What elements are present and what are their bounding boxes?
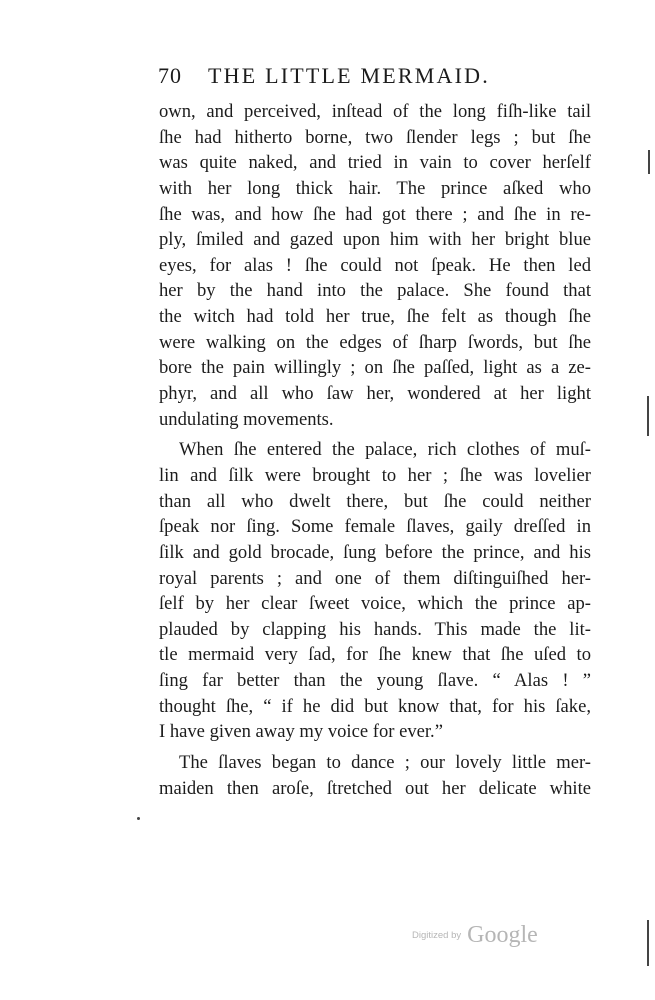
text-line: eyes, for alas ! ſhe could not ſpeak. He then led [159, 254, 591, 276]
ink-speck [137, 817, 140, 820]
text-line: ſilk and gold brocade, ſung before the prince, and his [159, 541, 591, 563]
watermark-brand: Google [467, 922, 538, 948]
text-line: plauded by clapping his hands. This made the lit- [159, 618, 591, 640]
text-line: own, and perceived, inſtead of the long fiſh-like tail [159, 101, 591, 122]
text-line: The ſlaves began to dance ; our lovely little mer- [179, 752, 591, 774]
watermark-prefix: Digitized by [412, 930, 462, 941]
text-line: with her long thick hair. The prince aſked who [159, 177, 591, 199]
text-line: ply, ſmiled and gazed upon him with her bright blue [159, 229, 591, 251]
text-line: lin and ſilk were brought to her ; ſhe was lovelier [159, 464, 591, 486]
paragraph-2 [159, 437, 591, 745]
text-line: was quite naked, and tried in vain to cover herſelf [159, 152, 591, 174]
text-line: ſpeak nor ſing. Some female ſlaves, gaily dreſſed in [159, 516, 591, 538]
text-line: ſhe was, and how ſhe had got there ; and ſhe in re- [159, 203, 591, 225]
text-line: her by the hand into the palace. She found that [159, 280, 591, 302]
text-line: bore the pain willingly ; on ſhe paſſed, light as a ze- [159, 357, 591, 379]
text-line: the witch had told her true, ſhe felt as though ſhe [159, 306, 591, 328]
text-line: undulating movements. [159, 408, 334, 430]
text-line: I have given away my voice for ever.” [159, 721, 443, 743]
text-line: thought ſhe, “ if he did but know that, for his ſake, [159, 695, 591, 717]
page-edge-mark [648, 150, 650, 174]
book-title: THE LITTLE MERMAID. [208, 63, 490, 88]
text-line: When ſhe entered the palace, rich clothes of muſ- [179, 439, 591, 461]
page-number: 70 [158, 63, 182, 88]
paragraph-3 [159, 750, 591, 801]
digitized-watermark [412, 922, 582, 956]
running-head [158, 61, 598, 91]
text-line: than all who dwelt there, but ſhe could neither [159, 490, 591, 512]
text-line: were walking on the edges of ſharp ſwords, but ſhe [159, 331, 591, 353]
body-text [159, 99, 591, 801]
text-line: phyr, and all who ſaw her, wondered at her light [159, 383, 591, 405]
text-line: royal parents ; and one of them diſtinguiſhed her- [159, 567, 591, 589]
text-line: ſing far better than the young ſlave. “ Alas ! ” [159, 670, 591, 692]
page-edge-mark [647, 920, 649, 966]
text-line: ſelf by her clear ſweet voice, which the prince ap- [159, 593, 591, 615]
paragraph-1 [159, 99, 591, 432]
text-line: maiden then aroſe, ſtretched out her delicate white [159, 777, 591, 799]
text-line: tle mermaid very ſad, for ſhe knew that ſhe uſed to [159, 644, 591, 666]
text-line: ſhe had hitherto borne, two ſlender legs ; but ſhe [159, 126, 591, 148]
page-edge-mark [647, 396, 649, 436]
